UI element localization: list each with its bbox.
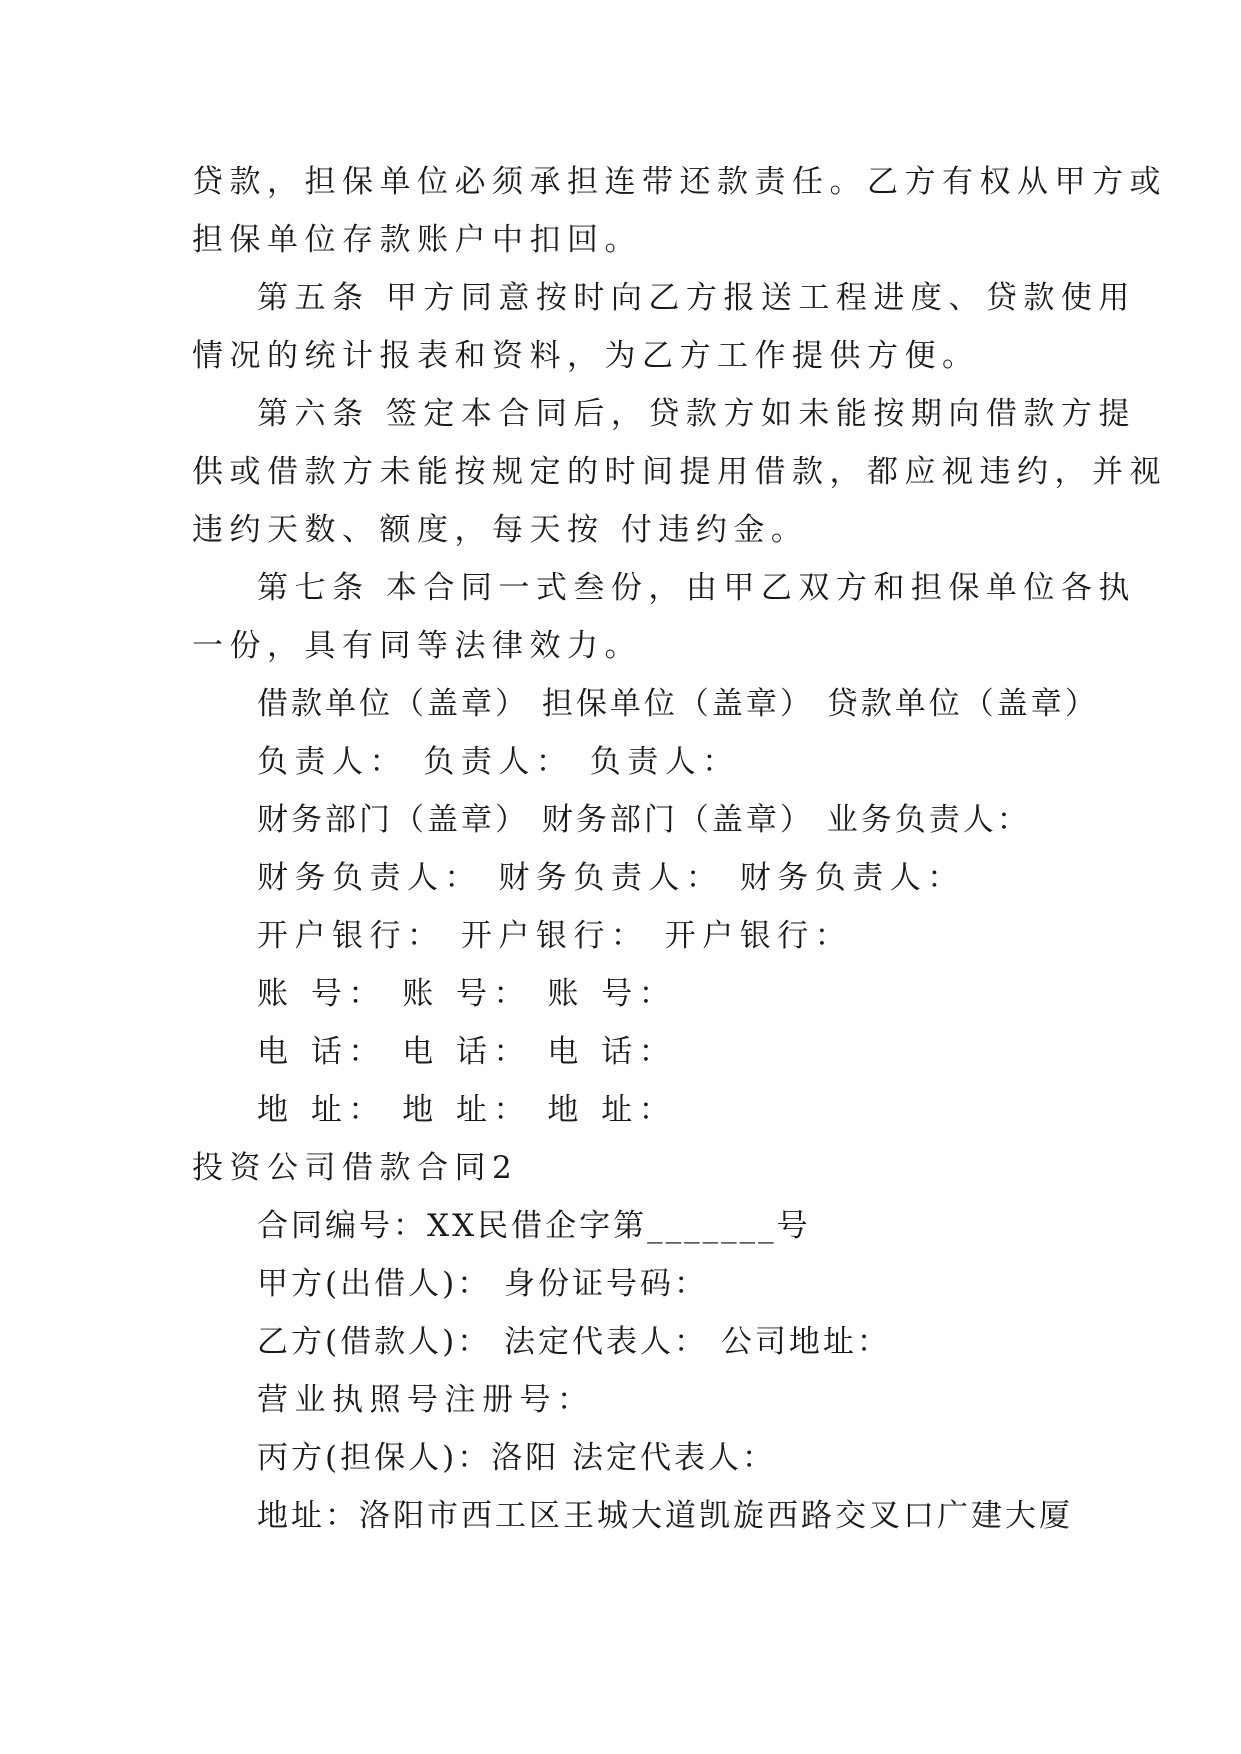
contract-number: 合同编号：XX民借企字第_______号 — [257, 1208, 811, 1244]
paragraph-line: 违约天数、额度，每天按 付违约金。 — [192, 512, 809, 548]
signature-finance-dept: 财务部门（盖章） 财务部门（盖章） 业务负责人： — [257, 802, 1031, 838]
signature-phone: 电 话： 电 话： 电 话： — [257, 1034, 677, 1070]
paragraph-line: 贷款，担保单位必须承担连带还款责任。乙方有权从甲方或 — [192, 164, 1167, 200]
paragraph-line: 一份，具有同等法律效力。 — [192, 628, 642, 664]
signature-account: 账 号： 账 号： 账 号： — [257, 976, 677, 1012]
paragraph-line: 情况的统计报表和资料，为乙方工作提供方便。 — [192, 338, 980, 374]
signature-address: 地 址： 地 址： 地 址： — [257, 1092, 677, 1128]
signature-responsible: 负责人： 负责人： 负责人： — [257, 744, 740, 780]
party-c-address: 地址：洛阳市西工区王城大道凯旋西路交叉口广建大厦 — [257, 1498, 1073, 1534]
signature-units: 借款单位（盖章） 担保单位（盖章） 贷款单位（盖章） — [257, 686, 1099, 722]
paragraph-line: 供或借款方未能按规定的时间提用借款，都应视违约，并视 — [192, 454, 1167, 490]
signature-finance-head: 财务负责人： 财务负责人： 财务负责人： — [257, 860, 965, 896]
section-title: 投资公司借款合同2 — [192, 1150, 519, 1186]
party-b: 乙方(借款人)： 法定代表人： 公司地址： — [257, 1324, 891, 1360]
signature-bank: 开户银行： 开户银行： 开户银行： — [257, 918, 853, 954]
article-7: 第七条 本合同一式叁份，由甲乙双方和担保单位各执 — [257, 570, 1136, 606]
party-a: 甲方(出借人)： 身份证号码： — [257, 1266, 709, 1302]
article-6: 第六条 签定本合同后，贷款方如未能按期向借款方提 — [257, 396, 1136, 432]
party-c: 丙方(担保人)：洛阳 法定代表人： — [257, 1440, 777, 1476]
business-license: 营业执照号注册号： — [257, 1382, 595, 1418]
article-5: 第五条 甲方同意按时向乙方报送工程进度、贷款使用 — [257, 280, 1136, 316]
paragraph-line: 担保单位存款账户中扣回。 — [192, 222, 642, 258]
